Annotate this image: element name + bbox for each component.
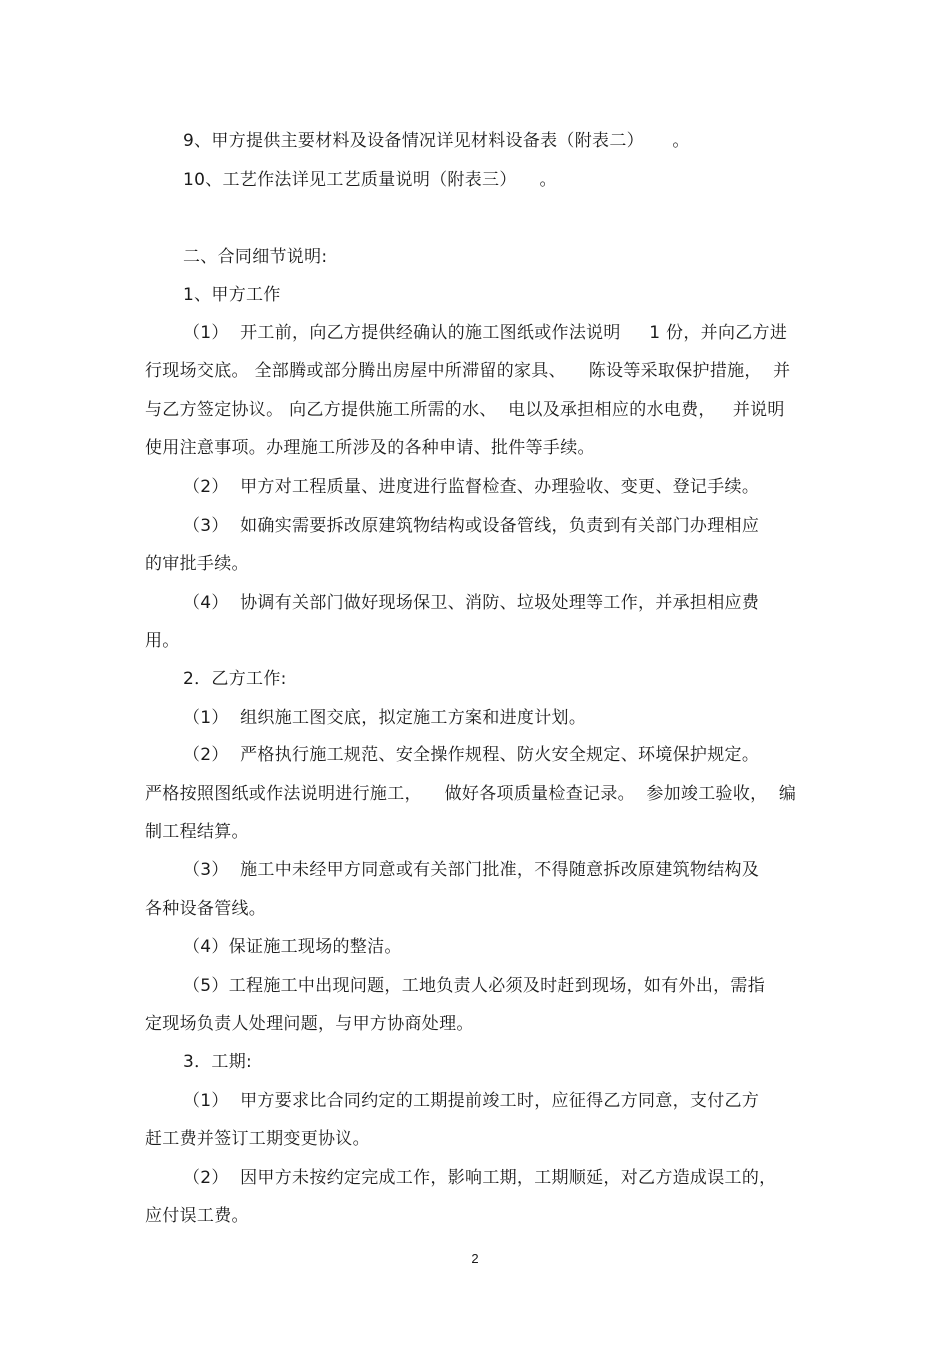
paragraph-line: （2） 严格执行施工规范、安全操作规程、防火安全规定、环境保护规定。	[183, 745, 760, 765]
paragraph-line: （3） 如确实需要拆改原建筑物结构或设备管线，负责到有关部门办理相应	[183, 516, 760, 536]
section-heading-contract-details: 二、合同细节说明:	[183, 247, 328, 267]
paragraph-line: （4） 协调有关部门做好现场保卫、消防、垃圾处理等工作，并承担相应费	[183, 593, 760, 613]
paragraph-line: （3） 施工中未经甲方同意或有关部门批准，不得随意拆改原建筑物结构及	[183, 860, 760, 880]
paragraph-line: 与乙方签定协议。 向乙方提供施工所需的水、 电以及承担相应的水电费， 并说明	[145, 400, 785, 420]
clause-9: 9、甲方提供主要材料及设备情况详见材料设备表（附表二） 。	[183, 131, 690, 151]
paragraph-line: 用。	[145, 631, 180, 651]
paragraph-line: 应付误工费。	[145, 1206, 249, 1226]
paragraph-line: （1） 甲方要求比合同约定的工期提前竣工时，应征得乙方同意，支付乙方	[183, 1091, 760, 1111]
paragraph-line: 使用注意事项。办理施工所涉及的各种申请、批件等手续。	[145, 438, 595, 458]
clause-10: 10、工艺作法详见工艺质量说明（附表三） 。	[183, 170, 557, 190]
paragraph-line: （4）保证施工现场的整洁。	[183, 937, 402, 957]
paragraph-line: （2） 甲方对工程质量、进度进行监督检查、办理验收、变更、登记手续。	[183, 477, 760, 497]
paragraph-line: 各种设备管线。	[145, 899, 267, 919]
paragraph-line: （5）工程施工中出现问题，工地负责人必须及时赶到现场，如有外出，需指	[183, 976, 766, 996]
paragraph-line: （1） 开工前，向乙方提供经确认的施工图纸或作法说明 1 份，并向乙方进	[183, 323, 788, 343]
paragraph-line: （1） 组织施工图交底，拟定施工方案和进度计划。	[183, 708, 587, 728]
paragraph-line: 赶工费并签订工期变更协议。	[145, 1129, 370, 1149]
paragraph-line: 制工程结算。	[145, 822, 249, 842]
paragraph-line: 的审批手续。	[145, 554, 249, 574]
paragraph-line: 行现场交底。 全部腾或部分腾出房屋中所滞留的家具、 陈设等采取保护措施， 并	[145, 361, 791, 381]
page-number: 2	[471, 1251, 479, 1266]
subsection-heading-schedule: 3．工期:	[183, 1052, 253, 1072]
subsection-heading-party-b-work: 2．乙方工作:	[183, 669, 287, 689]
paragraph-line: （2） 因甲方未按约定完成工作，影响工期，工期顺延，对乙方造成误工的，	[183, 1168, 777, 1188]
paragraph-line: 严格按照图纸或作法说明进行施工， 做好各项质量检查记录。 参加竣工验收， 编	[145, 784, 797, 804]
subsection-heading-party-a-work: 1、甲方工作	[183, 285, 281, 305]
paragraph-line: 定现场负责人处理问题，与甲方协商处理。	[145, 1014, 474, 1034]
